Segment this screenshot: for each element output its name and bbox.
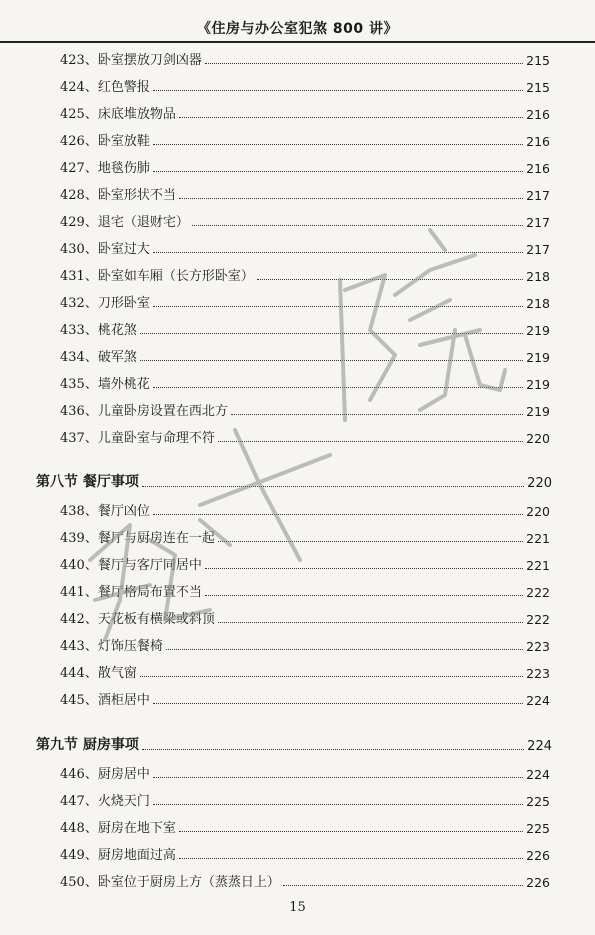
- toc-entry-title: 第九节 厨房事项: [36, 737, 139, 753]
- toc-entry-title: 447、火烧天门: [60, 794, 150, 809]
- leader-dots: [205, 568, 523, 569]
- toc-entry-title: 423、卧室摆放刀剑凶器: [60, 53, 202, 68]
- toc-entry-page: 217: [526, 215, 550, 230]
- leader-dots: [140, 333, 523, 334]
- toc-entry[interactable]: [60, 76, 550, 98]
- toc-entry-title: 437、儿童卧室与命理不符: [60, 431, 215, 446]
- toc-entry-title: 431、卧室如车厢（长方形卧室）: [60, 269, 254, 284]
- leader-dots: [153, 144, 523, 145]
- leader-dots: [153, 703, 523, 704]
- leader-dots: [153, 777, 523, 778]
- toc-entry-page: 215: [526, 53, 550, 68]
- leader-dots: [153, 514, 523, 515]
- leader-dots: [140, 360, 523, 361]
- toc-entry-page: 219: [526, 323, 550, 338]
- toc-entry-page: 220: [526, 504, 550, 519]
- toc-entry[interactable]: [60, 527, 550, 549]
- toc-entry-title: 427、地毯伤肺: [60, 161, 150, 176]
- toc-entry-title: 448、厨房在地下室: [60, 821, 176, 836]
- toc-entry-page: 216: [526, 107, 550, 122]
- toc-entry-title: 428、卧室形状不当: [60, 188, 176, 203]
- toc-entry-title: 430、卧室过大: [60, 242, 150, 257]
- toc-entry-page: 221: [526, 558, 550, 573]
- toc-entry-title: 第八节 餐厅事项: [36, 474, 139, 490]
- leader-dots: [179, 198, 523, 199]
- toc-entry[interactable]: [60, 238, 550, 260]
- leader-dots: [142, 486, 524, 487]
- toc-entry[interactable]: [60, 608, 550, 630]
- leader-dots: [153, 90, 523, 91]
- leader-dots: [218, 622, 523, 623]
- toc-entry-page: 224: [526, 767, 550, 782]
- leader-dots: [142, 749, 524, 750]
- toc-entry-title: 432、刀形卧室: [60, 296, 150, 311]
- toc-entry[interactable]: [60, 427, 550, 449]
- toc-entry[interactable]: [60, 157, 550, 179]
- toc-entry[interactable]: [60, 500, 550, 522]
- toc-entry-title: 439、餐厅与厨房连在一起: [60, 531, 215, 546]
- toc-entry-page: 219: [526, 404, 550, 419]
- leader-dots: [166, 649, 523, 650]
- toc-entry[interactable]: [60, 319, 550, 341]
- toc-entry[interactable]: [60, 844, 550, 866]
- toc-entry-title: 446、厨房居中: [60, 767, 150, 782]
- leader-dots: [231, 414, 523, 415]
- toc-entry-title: 438、餐厅凶位: [60, 504, 150, 519]
- leader-dots: [218, 541, 523, 542]
- toc-entry-title: 424、红色警报: [60, 80, 150, 95]
- toc-entry-page: 216: [526, 134, 550, 149]
- leader-dots: [257, 279, 523, 280]
- toc-entry-title: 449、厨房地面过高: [60, 848, 176, 863]
- page-number: 15: [289, 900, 306, 915]
- toc-entry[interactable]: [60, 790, 550, 812]
- toc-entry-title: 443、灯饰压餐椅: [60, 639, 163, 654]
- toc-entry[interactable]: [60, 871, 550, 893]
- toc-entry[interactable]: [60, 635, 550, 657]
- leader-dots: [153, 306, 523, 307]
- toc-entry[interactable]: [60, 662, 550, 684]
- toc-entry-page: 223: [526, 666, 550, 681]
- toc-entry[interactable]: [60, 581, 550, 603]
- toc-entry-title: 429、退宅（退财宅）: [60, 215, 189, 230]
- leader-dots: [192, 225, 523, 226]
- toc-entry-page: 217: [526, 188, 550, 203]
- leader-dots: [153, 387, 523, 388]
- toc-entry-page: 220: [527, 476, 552, 491]
- toc-entry-page: 225: [526, 794, 550, 809]
- toc-entry[interactable]: [60, 346, 550, 368]
- toc-entry-page: 224: [527, 739, 552, 754]
- toc-entry[interactable]: [60, 130, 550, 152]
- toc-section-heading[interactable]: [36, 735, 552, 757]
- toc-entry-page: 220: [526, 431, 550, 446]
- toc-section-heading[interactable]: [36, 472, 552, 494]
- toc-entry-title: 441、餐厅格局布置不当: [60, 585, 202, 600]
- toc-entry-page: 221: [526, 531, 550, 546]
- toc-entry[interactable]: [60, 817, 550, 839]
- toc-entry[interactable]: [60, 49, 550, 71]
- leader-dots: [179, 858, 523, 859]
- toc-entry-page: 225: [526, 821, 550, 836]
- leader-dots: [140, 676, 523, 677]
- leader-dots: [205, 63, 523, 64]
- toc-entry-page: 222: [526, 585, 550, 600]
- toc-entry-page: 223: [526, 639, 550, 654]
- leader-dots: [179, 117, 523, 118]
- running-header: 《住房与办公室犯煞 800 讲》: [197, 21, 398, 37]
- toc-entry-page: 226: [526, 848, 550, 863]
- toc-entry-title: 440、餐厅与客厅同居中: [60, 558, 202, 573]
- leader-dots: [153, 171, 523, 172]
- toc-entry[interactable]: [60, 265, 550, 287]
- toc-entry-page: 224: [526, 693, 550, 708]
- toc-entry-page: 218: [526, 269, 550, 284]
- leader-dots: [218, 441, 523, 442]
- toc-entry-page: 219: [526, 350, 550, 365]
- toc-entry[interactable]: [60, 211, 550, 233]
- toc-entry-title: 445、酒柜居中: [60, 693, 150, 708]
- toc-entry[interactable]: [60, 689, 550, 711]
- toc-entry[interactable]: [60, 103, 550, 125]
- toc-entry-page: 216: [526, 161, 550, 176]
- toc-entry-page: 219: [526, 377, 550, 392]
- toc-entry[interactable]: [60, 400, 550, 422]
- toc-entry-title: 450、卧室位于厨房上方（蒸蒸日上）: [60, 875, 280, 890]
- leader-dots: [205, 595, 523, 596]
- toc-entry-title: 444、散气窗: [60, 666, 137, 681]
- leader-dots: [283, 885, 523, 886]
- toc-entry[interactable]: [60, 763, 550, 785]
- toc-entry-title: 425、床底堆放物品: [60, 107, 176, 122]
- toc-entry[interactable]: [60, 554, 550, 576]
- leader-dots: [153, 804, 523, 805]
- leader-dots: [153, 252, 523, 253]
- toc-entry-page: 217: [526, 242, 550, 257]
- toc-entry-title: 435、墙外桃花: [60, 377, 150, 392]
- toc-entry[interactable]: [60, 373, 550, 395]
- leader-dots: [179, 831, 523, 832]
- toc-entry-page: 226: [526, 875, 550, 890]
- toc-entry[interactable]: [60, 292, 550, 314]
- toc-entry-title: 436、儿童卧房设置在西北方: [60, 404, 228, 419]
- toc-entry-title: 442、天花板有横梁或斜顶: [60, 612, 215, 627]
- toc-entry-title: 433、桃花煞: [60, 323, 137, 338]
- toc-entry-title: 426、卧室放鞋: [60, 134, 150, 149]
- toc-entry-title: 434、破军煞: [60, 350, 137, 365]
- toc-entry-page: 215: [526, 80, 550, 95]
- toc-entry[interactable]: [60, 184, 550, 206]
- toc-entry-page: 222: [526, 612, 550, 627]
- toc-entry-page: 218: [526, 296, 550, 311]
